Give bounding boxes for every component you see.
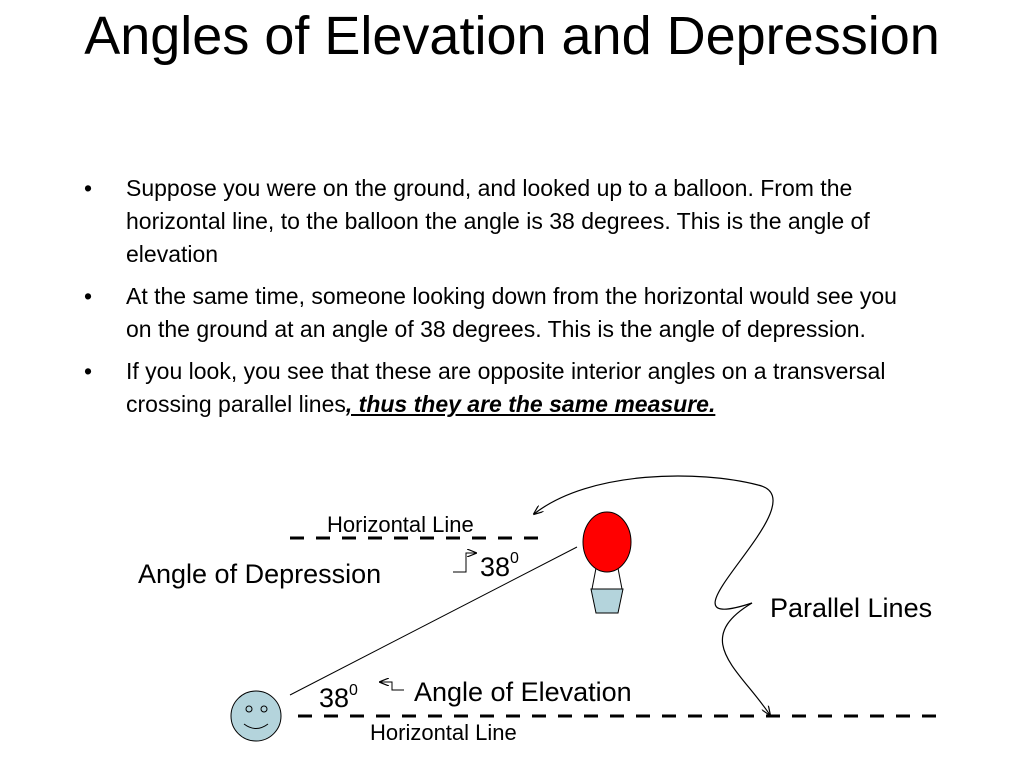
depression-angle-value: 38 bbox=[480, 552, 511, 582]
parallel-arrow-bottom bbox=[722, 603, 770, 715]
depression-label: Angle of Depression bbox=[138, 559, 382, 589]
bullet-text: At the same time, someone looking down from the horizontal would see you on the ground at an angle of 38 degrees. This is the angle of depression. bbox=[126, 283, 897, 342]
balloon-body bbox=[583, 512, 631, 572]
depression-angle-unit: 0 bbox=[510, 550, 519, 567]
top-line-label: Horizontal Line bbox=[327, 512, 474, 537]
slide-title: Angles of Elevation and Depression bbox=[84, 6, 940, 66]
bullet-emphasis: , thus they are the same measure. bbox=[345, 391, 716, 417]
bullet-text: If you look, you see that these are opposite interior angles on a transversal crossing parallel lines bbox=[126, 358, 886, 417]
bullet-text: Suppose you were on the ground, and looked up to a balloon. From the horizontal line, to the balloon the angle is 38 degrees. This is the angle of elevation bbox=[126, 175, 870, 267]
elevation-angle-unit: 0 bbox=[349, 682, 358, 699]
parallel-lines-label: Parallel Lines bbox=[770, 593, 933, 623]
elevation-angle-arrow bbox=[380, 682, 404, 690]
elevation-angle-value: 38 bbox=[319, 683, 350, 713]
bottom-line-label: Horizontal Line bbox=[370, 720, 517, 745]
balloon-basket bbox=[591, 589, 623, 613]
person-face-icon bbox=[231, 691, 281, 741]
parallel-arrow-top bbox=[534, 476, 773, 609]
elevation-label: Angle of Elevation bbox=[414, 677, 632, 707]
depression-angle-arrow bbox=[453, 553, 476, 572]
